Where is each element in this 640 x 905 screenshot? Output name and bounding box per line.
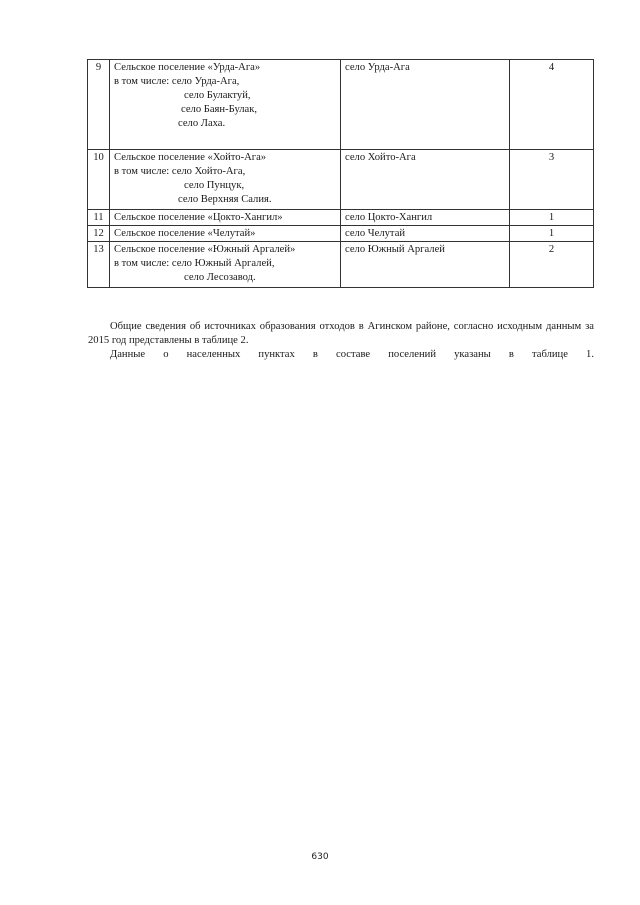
settlement-village: в том числе: село Хойто-Ага, xyxy=(114,166,246,177)
settlement-title: Сельское поселение «Хойто-Ага» xyxy=(114,152,267,163)
table-row xyxy=(88,150,594,210)
settlements-table xyxy=(87,59,594,288)
row-number: 10 xyxy=(88,150,110,210)
admin-center-cell: село Цокто-Хангил xyxy=(341,210,510,226)
admin-center-cell: село Южный Аргалей xyxy=(341,242,510,288)
settlement-village: село Лаха. xyxy=(178,118,226,129)
settlement-name-cell xyxy=(110,60,341,150)
village-count-cell: 2 xyxy=(510,242,594,288)
village-count-cell: 1 xyxy=(510,210,594,226)
village-count-cell: 3 xyxy=(510,150,594,210)
paragraph-waste-sources: Общие сведения об источниках образования отходов в Агинском районе, согласно исходным данным за 2015 год представлены в таблице 2. xyxy=(88,321,594,346)
village-count-cell: 4 xyxy=(510,60,594,150)
page-number: 630 xyxy=(311,852,329,862)
settlement-name-cell xyxy=(110,210,341,226)
admin-center-cell: село Хойто-Ага xyxy=(341,150,510,210)
row-number: 11 xyxy=(88,210,110,226)
admin-center-cell: село Челутай xyxy=(341,226,510,242)
settlement-village: село Лесозавод. xyxy=(184,272,256,283)
settlement-title: Сельское поселение «Челутай» xyxy=(114,228,256,239)
row-number: 12 xyxy=(88,226,110,242)
settlement-village: в том числе: село Урда-Ага, xyxy=(114,76,240,87)
settlement-village: село Баян-Булак, xyxy=(181,104,258,115)
settlement-village: село Пунцук, xyxy=(184,180,245,191)
settlement-village: село Булактуй, xyxy=(184,90,251,101)
settlement-name-cell xyxy=(110,226,341,242)
settlement-title: Сельское поселение «Урда-Ага» xyxy=(114,62,261,73)
settlement-village: село Верхняя Салия. xyxy=(178,194,272,205)
settlement-name-cell xyxy=(110,242,341,288)
table-row xyxy=(88,60,594,150)
row-number: 9 xyxy=(88,60,110,150)
table-row xyxy=(88,242,594,288)
admin-center-cell: село Урда-Ага xyxy=(341,60,510,150)
table-row xyxy=(88,226,594,242)
settlement-name-cell xyxy=(110,150,341,210)
paragraph-settlements-note: Данные о населенных пунктах в составе поселений указаны в таблице 1. xyxy=(110,349,594,360)
settlement-title: Сельское поселение «Цокто-Хангил» xyxy=(114,212,283,223)
village-count-cell: 1 xyxy=(510,226,594,242)
row-number: 13 xyxy=(88,242,110,288)
table-row xyxy=(88,210,594,226)
settlement-title: Сельское поселение «Южный Аргалей» xyxy=(114,244,296,255)
settlement-village: в том числе: село Южный Аргалей, xyxy=(114,258,275,269)
